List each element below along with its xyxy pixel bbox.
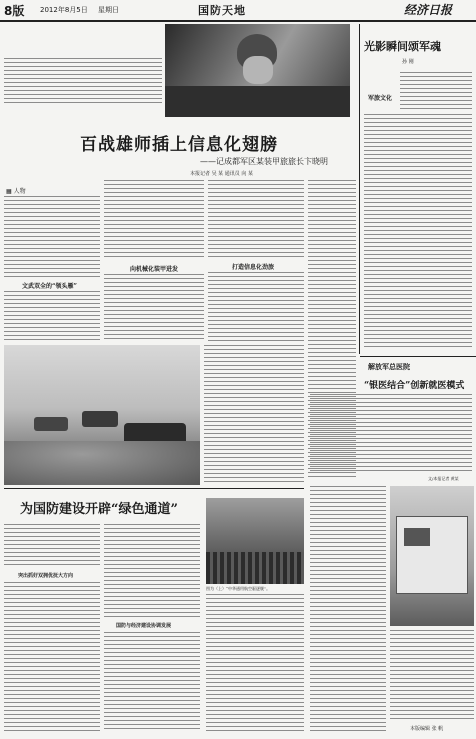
main-subtitle: ——记成都军区某装甲旅旅长卞晓明 xyxy=(200,157,328,166)
tank-1-shape xyxy=(34,417,68,431)
page-editor: 本版编辑 张 帆 xyxy=(410,726,444,732)
hospital-headline: “银医结合”创新就医模式 xyxy=(364,381,465,391)
sidebar-title: 光影瞬间颂军魂 xyxy=(364,40,441,53)
hospital-credit: 文/本报记者 黄某 xyxy=(428,476,459,481)
col-s2-text-b xyxy=(104,632,200,732)
page-number: 8版 xyxy=(4,4,25,18)
col-s5-text xyxy=(390,630,474,722)
dust-cloud xyxy=(4,441,200,485)
sidebar-author: 孙 刚 xyxy=(402,59,414,65)
hospital-text-a xyxy=(310,394,472,474)
col3-text-b xyxy=(208,272,304,342)
col-s1-text-a xyxy=(4,524,100,568)
col-s4-text xyxy=(310,486,386,732)
sidebar-text-a xyxy=(400,72,472,112)
page-header xyxy=(0,0,476,20)
turret-shape xyxy=(165,86,350,117)
crowd-photo xyxy=(206,498,304,584)
face-shape xyxy=(243,56,273,84)
second-photo-caption: 图为（上）“中华通用航空驱逐舰”。 xyxy=(206,586,271,591)
portrait-box: ▦ 人物 xyxy=(6,188,26,195)
issue-weekday: 星期日 xyxy=(98,6,119,14)
sidebar-column-label: 军旅文化 xyxy=(368,95,393,102)
ambulance-photo xyxy=(390,486,474,626)
second-story-rule xyxy=(4,488,304,489)
col1-text-b xyxy=(4,291,100,343)
soldier-photo xyxy=(165,24,350,117)
col3-text-a xyxy=(208,180,304,258)
col-s2-text-a xyxy=(104,524,200,618)
main-byline: 本报记者 吴 某 通讯员 向 某 xyxy=(190,171,253,177)
col2-text-b xyxy=(104,274,204,342)
second-subhead-1: 突出抓好双拥优抚大方向 xyxy=(18,573,74,579)
subhead-2: 向机械化装甲进发 xyxy=(130,266,179,273)
vehicle-window-shape xyxy=(404,528,430,546)
sidebar-divider xyxy=(359,24,360,354)
intro-text-block xyxy=(4,58,162,104)
col-s1-text-b xyxy=(4,582,100,732)
header-rule xyxy=(0,20,476,22)
subhead-3: 打造信息化劲旅 xyxy=(232,264,275,271)
second-headline: 为国防建设开辟“绿色通道” xyxy=(20,502,178,517)
issue-date: 2012年8月5日 xyxy=(40,6,88,14)
tank-2-shape xyxy=(82,411,118,427)
col2-text-a xyxy=(104,180,204,260)
col1-text-a xyxy=(4,196,100,278)
section-title: 国防天地 xyxy=(198,4,246,17)
crowd-shape xyxy=(206,552,304,584)
hospital-label: 解放军总医院 xyxy=(368,362,410,371)
col-s3-text xyxy=(206,594,304,732)
hospital-top-rule xyxy=(360,356,476,357)
tank-photo xyxy=(4,345,200,485)
main-headline: 百战雄师插上信息化翅膀 xyxy=(80,135,278,155)
subhead-1: 文武双全的“领头雁” xyxy=(22,283,77,290)
col3-text-c xyxy=(204,345,304,485)
second-subhead-2: 国防与经济建设协调发展 xyxy=(116,623,172,629)
masthead-logo: 经济日报 xyxy=(404,3,453,17)
sidebar-text-b xyxy=(364,114,472,348)
